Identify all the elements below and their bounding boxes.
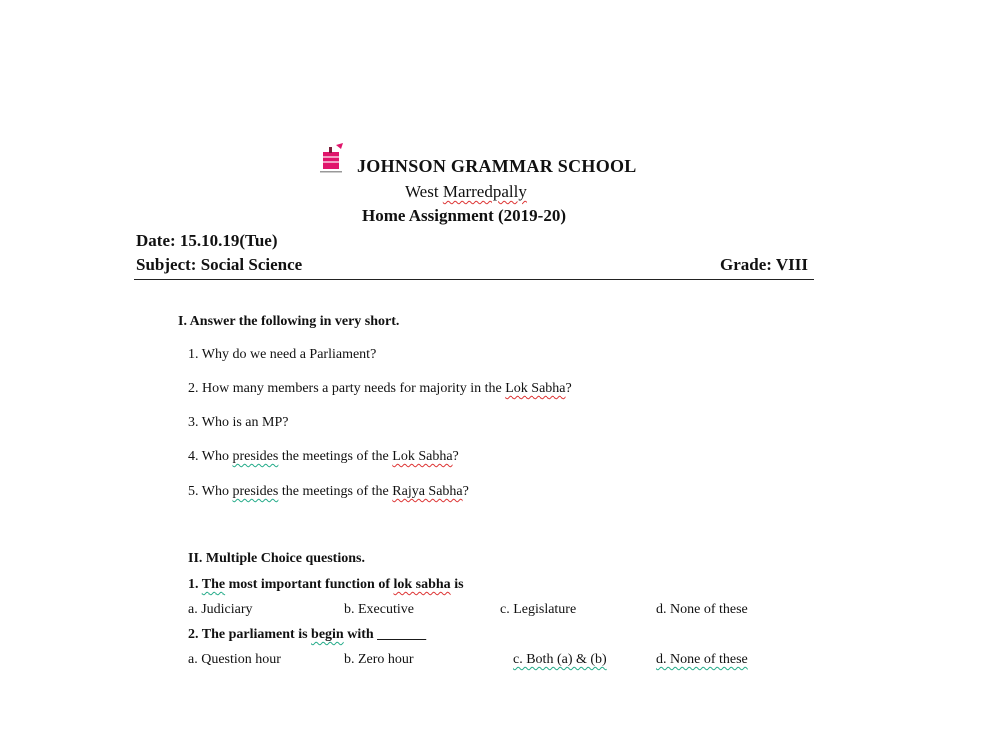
mcq2-option-b: b. Zero hour [344, 652, 414, 667]
mcq1-num: 1. [188, 577, 202, 592]
mcq2-text-a: 2. The parliament is [188, 627, 312, 642]
school-location [405, 182, 527, 202]
q5-rajya-sabha: Rajya Sabha [392, 484, 463, 499]
mcq2-blank: with _______ [343, 627, 427, 642]
q2-lok-sabha: Lok Sabha [505, 381, 566, 396]
q5-text-c: the meetings of the [278, 484, 393, 499]
mcq1-text: most important function of [225, 577, 394, 592]
q5-presides: presides [232, 484, 279, 499]
header-divider [134, 279, 814, 280]
q4-presides: presides [232, 449, 279, 464]
mcq2-option-c: c. Both (a) & (b) [513, 652, 607, 667]
section1-question-3: 3. Who is an MP? [188, 415, 289, 430]
mcq2-option-a: a. Question hour [188, 652, 281, 667]
section1-question-5 [188, 484, 469, 500]
location-prefix: West [405, 182, 443, 201]
location-word: Marredpally [442, 182, 527, 201]
school-logo-icon [318, 143, 346, 175]
mcq1-option-a: a. Judiciary [188, 602, 253, 617]
q4-text-a: 4. Who [188, 449, 233, 464]
q4-text-c: the meetings of the [278, 449, 393, 464]
date-line: Date: 15.10.19(Tue) [136, 231, 278, 250]
section1-question-1: 1. Why do we need a Parliament? [188, 347, 377, 362]
mcq1-option-c: c. Legislature [500, 602, 577, 617]
section1-heading: I. Answer the following in very short. [178, 314, 400, 329]
mcq1-lok-sabha: lok sabha [393, 577, 451, 592]
grade-line: Grade: VIII [720, 255, 808, 274]
mcq1-option-b: b. Executive [344, 602, 414, 617]
section2-heading: II. Multiple Choice questions. [188, 551, 365, 566]
q2-end: ? [565, 381, 572, 396]
q5-end: ? [462, 484, 469, 499]
mcq-question-2 [188, 627, 426, 643]
school-name: JOHNSON GRAMMAR SCHOOL [357, 156, 637, 176]
mcq1-end: is [450, 577, 464, 592]
assignment-title: Home Assignment (2019-20) [362, 206, 566, 225]
q4-end: ? [452, 449, 459, 464]
q4-lok-sabha: Lok Sabha [392, 449, 453, 464]
mcq2-begin: begin [311, 627, 344, 642]
section1-question-4 [188, 449, 459, 465]
mcq1-option-d: d. None of these [656, 602, 748, 617]
q2-text: 2. How many members a party needs for majority in the [188, 381, 506, 396]
section1-question-2 [188, 381, 572, 397]
mcq-question-1 [188, 577, 464, 593]
q5-text-a: 5. Who [188, 484, 233, 499]
mcq2-option-d: d. None of these [656, 652, 748, 667]
subject-line: Subject: Social Science [136, 255, 303, 274]
mcq1-the: The [201, 577, 226, 592]
